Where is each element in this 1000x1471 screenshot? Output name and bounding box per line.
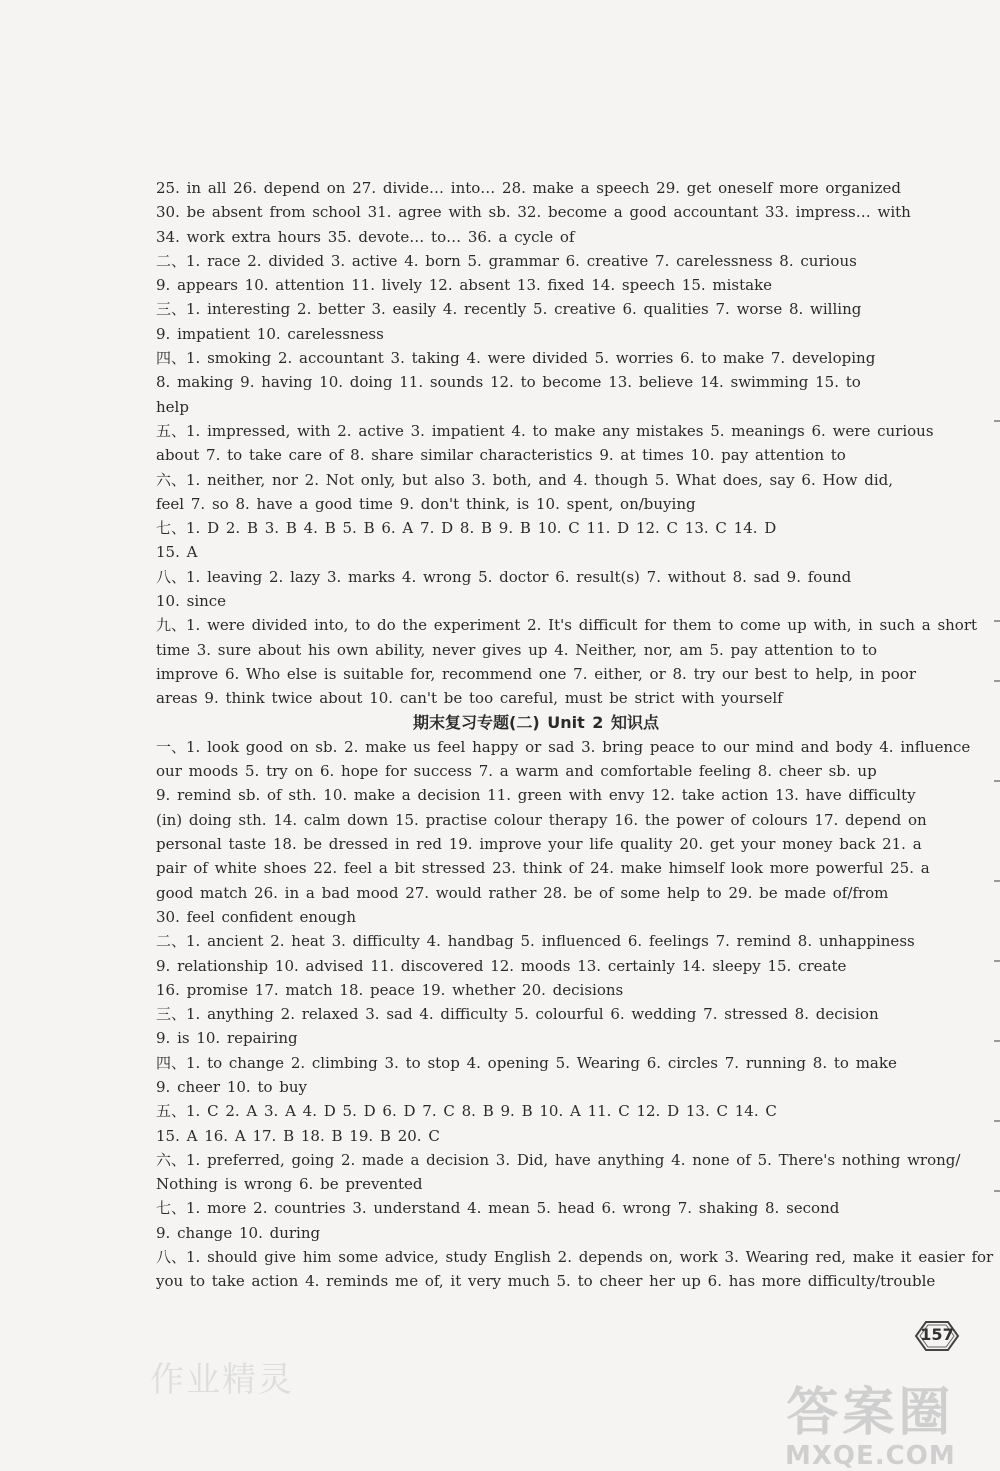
answer-line: 七、1. more 2. countries 3. understand 4. mean 5. head 6. wrong 7. shaking 8. second [156, 1199, 840, 1218]
answer-line: 二、1. ancient 2. heat 3. difficulty 4. handbag 5. influenced 6. feelings 7. remind 8. unhappiness [156, 932, 915, 951]
answer-line: 15. A 16. A 17. B 18. B 19. B 20. C [156, 1126, 440, 1145]
answer-line: 九、1. were divided into, to do the experiment 2. It's difficult for them to come up with, in such a short [156, 616, 978, 635]
section-title: 期末复习专题(二) Unit 2 知识点 [413, 712, 659, 732]
page-number: 157 [920, 1325, 954, 1344]
answer-line: 六、1. preferred, going 2. made a decision 3. Did, have anything 4. none of 5. There's nothing wrong/ [156, 1150, 961, 1169]
answer-line: 八、1. leaving 2. lazy 3. marks 4. wrong 5. doctor 6. result(s) 7. without 8. sad 9. found [156, 567, 852, 586]
answer-line: 16. promise 17. match 18. peace 19. whether 20. decisions [156, 980, 624, 999]
answer-line: 四、1. to change 2. climbing 3. to stop 4. opening 5. Wearing 6. circles 7. running 8. to make [156, 1053, 897, 1072]
answer-line: 10. since [156, 592, 227, 611]
answer-line: 七、1. D 2. B 3. B 4. B 5. B 6. A 7. D 8. B 9. B 10. C 11. D 12. C 13. C 14. D [156, 519, 777, 538]
answer-line: 30. be absent from school 31. agree with sb. 32. become a good accountant 33. impress… with [156, 203, 911, 222]
answer-line: 8. making 9. having 10. doing 11. sounds 12. to become 13. believe 14. swimming 15. to [156, 373, 861, 392]
answer-line: 五、1. impressed, with 2. active 3. impatient 4. to make any mistakes 5. meanings 6. were curious [156, 421, 934, 440]
answer-line: Nothing is wrong 6. be prevented [156, 1175, 423, 1194]
answer-line: 9. impatient 10. carelessness [156, 324, 384, 343]
answer-line: about 7. to take care of 8. share similar characteristics 9. at times 10. pay attention to [156, 446, 846, 465]
answer-line: good match 26. in a bad mood 27. would rather 28. be of some help to 29. be made of/from [156, 883, 889, 902]
answer-content [156, 176, 994, 1294]
answers-unit1-section [156, 176, 978, 711]
answer-line: 四、1. smoking 2. accountant 3. taking 4. were divided 5. worries 6. to make 7. developing [156, 349, 876, 368]
watermark-right-logo: 答案圈 [786, 1383, 955, 1443]
answer-line: 15. A [156, 543, 198, 562]
answer-line: 9. is 10. repairing [156, 1029, 298, 1048]
answer-line: you to take action 4. reminds me of, it very much 5. to cheer her up 6. has more difficulty/trouble [156, 1272, 936, 1291]
answer-line: 9. remind sb. of sth. 10. make a decision 11. green with envy 12. take action 13. have difficulty [156, 786, 916, 805]
answer-line: 25. in all 26. depend on 27. divide… into… 28. make a speech 29. get oneself more organized [156, 179, 901, 197]
answer-line: 二、1. race 2. divided 3. active 4. born 5. grammar 6. creative 7. carelessness 8. curious [156, 251, 857, 270]
answer-line: 三、1. anything 2. relaxed 3. sad 4. difficulty 5. colourful 6. wedding 7. stressed 8. decision [156, 1005, 879, 1024]
watermark-right-url: MXQE.COM [785, 1441, 956, 1471]
answer-line: improve 6. Who else is suitable for, recommend one 7. either, or 8. try our best to help, in poor [156, 664, 916, 683]
answer-line: 五、1. C 2. A 3. A 4. D 5. D 6. D 7. C 8. B 9. B 10. A 11. C 12. D 13. C 14. C [156, 1102, 777, 1121]
answer-line: 六、1. neither, nor 2. Not only, but also 3. both, and 4. though 5. What does, say 6. How did, [156, 470, 893, 489]
page-number-badge [912, 1318, 962, 1354]
answer-line: help [156, 397, 189, 416]
watermark-left: 作业精灵 [150, 1360, 294, 1400]
answer-line: (in) doing sth. 14. calm down 15. practise colour therapy 16. the power of colours 17. depend on [156, 810, 927, 829]
answer-line: 9. relationship 10. advised 11. discovered 12. moods 13. certainly 14. sleepy 15. create [156, 956, 847, 975]
answer-line: 9. cheer 10. to buy [156, 1077, 308, 1096]
answer-line: 一、1. look good on sb. 2. make us feel happy or sad 3. bring peace to our mind and body 4. influence [156, 737, 971, 756]
answer-line: 三、1. interesting 2. better 3. easily 4. recently 5. creative 6. qualities 7. worse 8. willing [156, 300, 862, 319]
answer-line: 34. work extra hours 35. devote… to… 36. a cycle of [156, 227, 575, 246]
answer-line: time 3. sure about his own ability, never gives up 4. Neither, nor, am 5. pay attention to to [156, 640, 878, 659]
answer-line: pair of white shoes 22. feel a bit stressed 23. think of 24. make himself look more powerful 25. a [156, 859, 930, 878]
answer-line: 9. change 10. during [156, 1223, 321, 1242]
answer-line: 30. feel confident enough [156, 907, 357, 926]
answer-line: areas 9. think twice about 10. can't be too careful, must be strict with yourself [156, 689, 783, 708]
answer-line: personal taste 18. be dressed in red 19. improve your life quality 20. get your money back 21. a [156, 835, 922, 854]
binding-edge-marks [992, 400, 1000, 1300]
answer-line: our moods 5. try on 6. hope for success 7. a warm and comfortable feeling 8. cheer sb. up [156, 762, 877, 781]
answer-line: 八、1. should give him some advice, study English 2. depends on, work 3. Wearing red, make it easier for [156, 1248, 994, 1267]
answer-line: 9. appears 10. attention 11. lively 12. absent 13. fixed 14. speech 15. mistake [156, 276, 773, 295]
watermark-right [785, 1385, 956, 1471]
answers-unit2-section [156, 735, 994, 1294]
answer-line: feel 7. so 8. have a good time 9. don't think, is 10. spent, on/buying [156, 494, 696, 513]
